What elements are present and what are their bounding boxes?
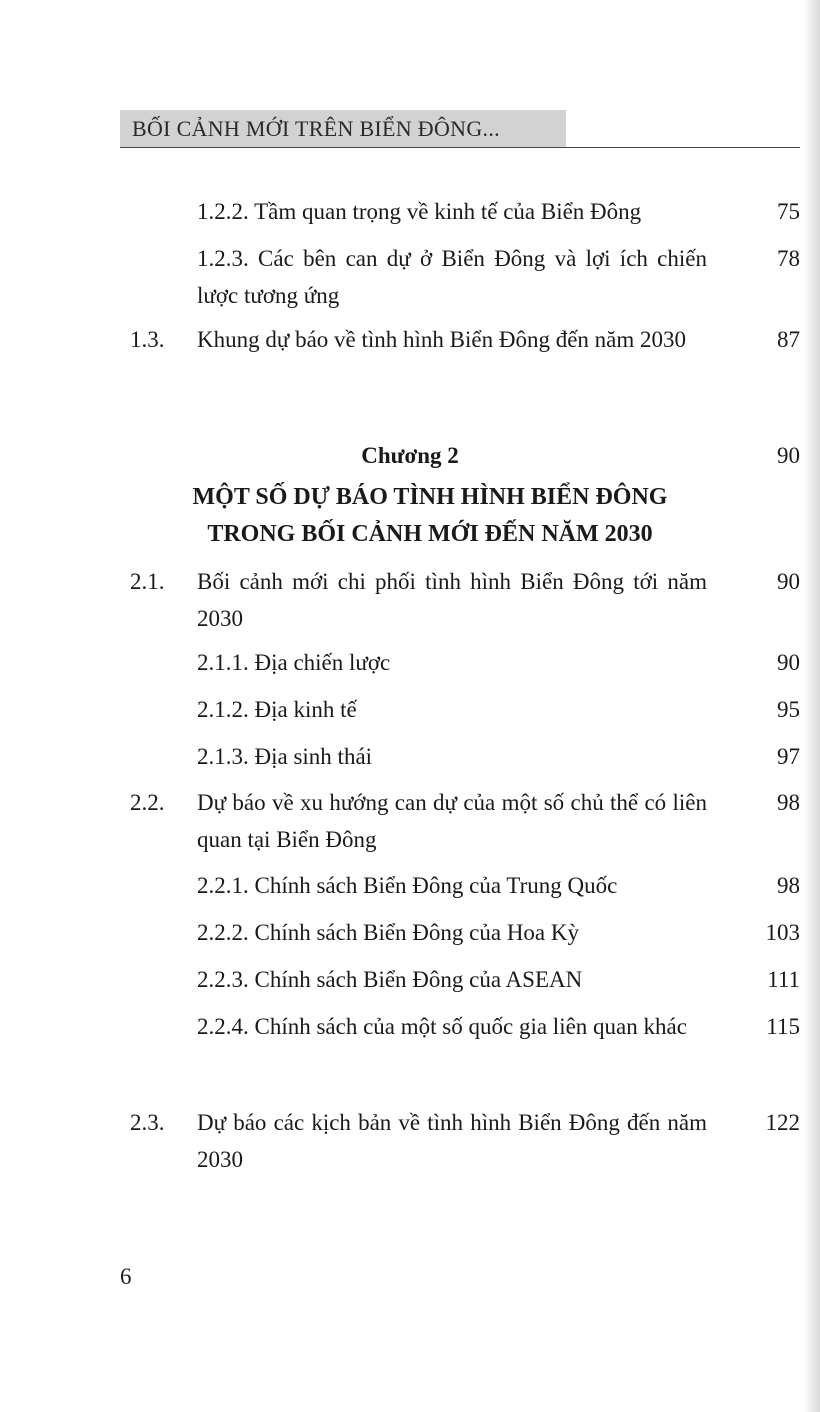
chapter-label: Chương 2 xyxy=(361,443,459,468)
toc-entry[interactable] xyxy=(0,240,800,314)
toc-entry-title: Dự báo các kịch bản về tình hình Biển Đông đến năm 2030 xyxy=(197,1110,707,1172)
toc-entry-page: 90 xyxy=(777,443,800,468)
toc-entry[interactable] xyxy=(0,691,800,728)
toc-entry-title: Bối cảnh mới chi phối tình hình Biển Đông tới năm 2030 xyxy=(197,569,707,631)
toc-entry-page: 87 xyxy=(777,327,800,352)
running-header-text: BỐI CẢNH MỚI TRÊN BIỂN ĐÔNG... xyxy=(132,116,500,141)
running-header xyxy=(120,110,566,148)
toc-entry-title: 2.1.1. Địa chiến lược xyxy=(197,650,391,675)
toc-entry-number: 2.2. xyxy=(130,790,165,815)
toc-entry-number: 1.3. xyxy=(130,327,165,352)
toc-entry-page: 115 xyxy=(766,1014,800,1039)
chapter-page[interactable] xyxy=(0,437,800,474)
toc-entry-page: 75 xyxy=(777,199,800,224)
toc-entry-title: 1.2.3. Các bên can dự ở Biển Đông và lợi ích chiến lược tương ứng xyxy=(197,246,707,308)
toc-entry-title: 2.2.1. Chính sách Biển Đông của Trung Quốc xyxy=(197,873,618,898)
toc-entry-number: 2.3. xyxy=(130,1110,165,1135)
toc-entry-title: 2.2.4. Chính sách của một số quốc gia liên quan khác xyxy=(197,1014,687,1039)
toc-entry-page: 103 xyxy=(765,920,800,945)
toc-entry-page: 90 xyxy=(777,569,800,594)
toc-entry-title: 2.2.3. Chính sách Biển Đông của ASEAN xyxy=(197,967,583,992)
toc-entry[interactable] xyxy=(0,961,800,998)
toc-entry-title: 1.2.2. Tầm quan trọng về kinh tế của Biển Đông xyxy=(197,199,642,224)
toc-entry-page: 97 xyxy=(777,744,800,769)
toc-entry-title: Khung dự báo về tình hình Biển Đông đến năm 2030 xyxy=(197,327,687,352)
toc-entry-number: 2.1. xyxy=(130,569,165,594)
toc-entry-title: Dự báo về xu hướng can dự của một số chủ thể có liên quan tại Biển Đông xyxy=(197,790,707,852)
toc-entry[interactable] xyxy=(0,738,800,775)
toc-entry-title: 2.1.3. Địa sinh thái xyxy=(197,744,373,769)
toc-entry-page: 78 xyxy=(777,246,800,271)
toc-entry[interactable] xyxy=(0,644,800,681)
toc-entry-page: 95 xyxy=(777,697,800,722)
header-rule xyxy=(120,147,800,148)
toc-entry[interactable] xyxy=(0,784,800,858)
toc-entry[interactable] xyxy=(0,1104,800,1178)
toc-entry[interactable] xyxy=(0,1008,800,1082)
toc-entry-page: 98 xyxy=(777,790,800,815)
toc-entry-title: 2.2.2. Chính sách Biển Đông của Hoa Kỳ xyxy=(197,920,579,945)
toc-entry[interactable] xyxy=(0,867,800,904)
chapter-title-line-1: MỘT SỐ DỰ BÁO TÌNH HÌNH BIỂN ĐÔNG xyxy=(192,484,668,510)
toc-entry[interactable] xyxy=(0,193,800,230)
page-edge-shadow xyxy=(804,0,820,1412)
chapter-title-line-2: TRONG BỐI CẢNH MỚI ĐẾN NĂM 2030 xyxy=(207,521,653,547)
toc-entry[interactable] xyxy=(0,321,800,395)
toc-entry-page: 98 xyxy=(777,873,800,898)
toc-entry-title: 2.1.2. Địa kinh tế xyxy=(197,697,357,722)
toc-entry[interactable] xyxy=(0,914,800,951)
toc-entry-page: 90 xyxy=(777,650,800,675)
toc-entry-page: 122 xyxy=(765,1110,800,1135)
page-number: 6 xyxy=(120,1264,132,1289)
toc-entry-page: 111 xyxy=(767,967,800,992)
toc-entry[interactable] xyxy=(0,563,800,637)
